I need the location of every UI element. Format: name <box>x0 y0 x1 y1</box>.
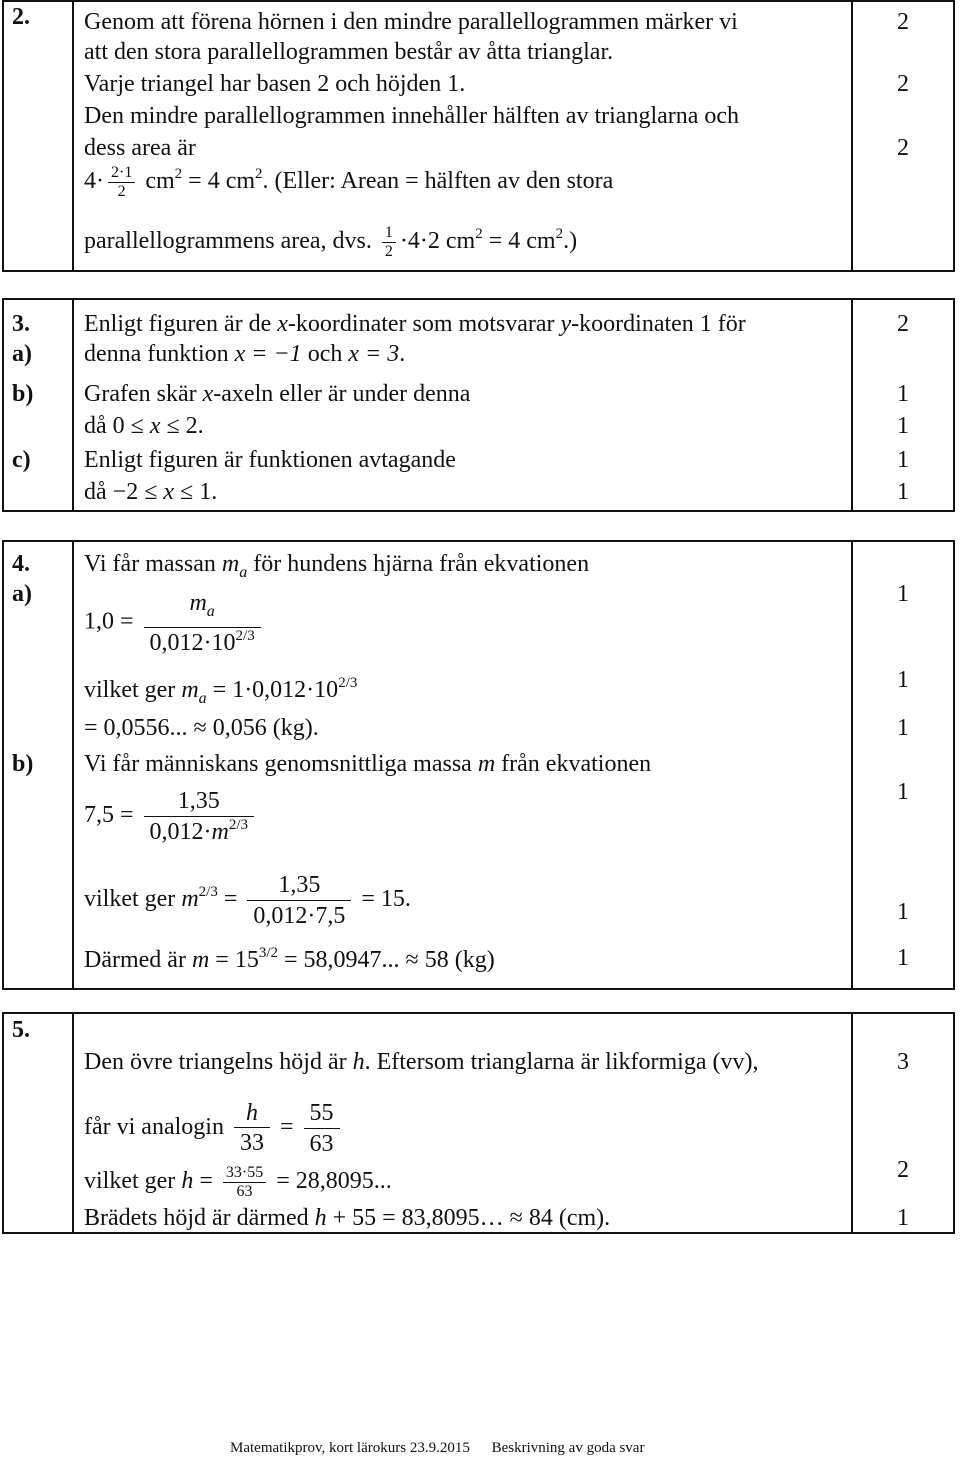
fraction: $\frac{2\cdot 1}{2}$ <box>108 164 135 201</box>
points-column <box>852 299 954 511</box>
answer-text <box>73 299 852 511</box>
points: 2 <box>897 1157 909 1183</box>
page-footer <box>230 1440 662 1457</box>
text-line: Vi får människans genomsnittliga massa m från ekvationen <box>84 751 652 777</box>
equation: 1,0 = $\frac{m_a}{0,012\cdot 10^{2/3}}$ <box>84 588 265 658</box>
points-column <box>852 1013 954 1233</box>
fraction: $\frac{1,35}{0,012\cdot 7,5}$ <box>247 870 351 931</box>
question-5-block <box>2 1012 955 1234</box>
text-line: då 0 ≤ x ≤ 2. <box>84 413 204 439</box>
part-label: c) <box>12 447 31 473</box>
answer-text <box>73 1013 852 1233</box>
question-2-block <box>2 0 955 272</box>
text-line: dess area är <box>84 135 196 161</box>
fraction: $\frac{1}{2}$ <box>382 224 396 261</box>
points: 1 <box>897 413 909 439</box>
answer-text <box>73 1 852 271</box>
equation: vilket ger $m^{2/3}$ = $\frac{1,35}{0,012\cdot 7,5}$ = 15. <box>84 872 411 929</box>
question-number: 4. a) b) <box>3 541 73 989</box>
part-label: a) <box>12 341 32 367</box>
text-line: Den övre triangelns höjd är h. Eftersom trianglarna är likformiga (vv), <box>84 1049 759 1075</box>
text-line: då −2 ≤ x ≤ 1. <box>84 479 218 505</box>
answer-text <box>73 541 852 989</box>
text-line: = 0,0556... ≈ 0,056 (kg). <box>84 715 319 741</box>
points: 1 <box>897 479 909 505</box>
equation: 7,5 = $\frac{1,35}{0,012\cdot m^{2/3}}$ <box>84 786 258 847</box>
points: 2 <box>897 311 909 337</box>
fraction: $\frac{h}{33}$ <box>234 1099 270 1158</box>
points: 1 <box>897 715 909 741</box>
points: 1 <box>897 667 909 693</box>
question-number: 5. <box>3 1013 73 1233</box>
fraction: $\frac{55}{63}$ <box>304 1098 340 1159</box>
fraction: $\frac{33\cdot 55}{63}$ <box>223 1164 266 1201</box>
footer-doc-title: Beskrivning av goda svar <box>491 1440 645 1456</box>
points: 1 <box>897 779 909 805</box>
points: 1 <box>897 581 909 607</box>
part-label: a) <box>12 581 32 607</box>
points: 2 <box>897 9 909 35</box>
text-line: Grafen skär x-axeln eller är under denna <box>84 381 471 407</box>
part-label: b) <box>12 381 34 407</box>
question-4-block <box>2 540 955 990</box>
points: 2 <box>897 135 909 161</box>
points: 2 <box>897 71 909 97</box>
fraction: $\frac{m_a}{0,012\cdot 10^{2/3}}$ <box>144 588 261 658</box>
equation: får vi analogin $\frac{h}{33}$ = $\frac{55}{63}$ <box>84 1098 344 1159</box>
text-line: denna funktion x = −1 och x = 3. <box>84 341 406 367</box>
part-label: b) <box>12 751 34 777</box>
points: 1 <box>897 447 909 473</box>
points: 1 <box>897 381 909 407</box>
formula-area-1: 4· $\frac{2\cdot 1}{2}$ $cm^2 = 4$ $cm^2$. (Eller: Arean = hälften av den stora <box>84 164 614 200</box>
points: 1 <box>897 899 909 925</box>
question-3-block <box>2 298 955 512</box>
points: 1 <box>897 945 909 971</box>
text-line: Den mindre parallellogrammen innehåller hälften av trianglarna och <box>84 103 740 129</box>
points: 3 <box>897 1049 909 1075</box>
fraction: $\frac{1,35}{0,012\cdot m^{2/3}}$ <box>144 786 255 847</box>
footer-course: Matematikprov, kort lärokurs 23.9.2015 <box>230 1440 470 1456</box>
equation: vilket ger h = $\frac{33\cdot 55}{63}$ = 28,8095... <box>84 1164 392 1200</box>
text-line: vilket ger $m_a = 1\cdot 0,012\cdot 10^{2/3}$ <box>84 675 358 707</box>
text-line: Brädets höjd är därmed h + 55 = 83,8095… ≈ 84 (cm). <box>84 1205 611 1231</box>
text-line: Enligt figuren är de x-koordinater som motsvarar y-koordinaten 1 för <box>84 311 746 337</box>
question-number: 2. <box>3 1 73 271</box>
text-line: Varje triangel har basen 2 och höjden 1. <box>84 71 466 97</box>
question-number: 3. a) b) c) <box>3 299 73 511</box>
text-line: att den stora parallellogrammen består av åtta trianglar. <box>84 39 614 65</box>
points-column <box>852 1 954 271</box>
text-line: Vi får massan $m_a$ för hundens hjärna från ekvationen <box>84 551 590 581</box>
text-line: Genom att förena hörnen i den mindre parallellogrammen märker vi <box>84 9 738 35</box>
text-line: Därmed är $m = 15^{3/2} = 58,0947$... ≈ 58 (kg) <box>84 945 495 973</box>
points: 1 <box>897 1205 909 1231</box>
text-line: Enligt figuren är funktionen avtagande <box>84 447 456 473</box>
points-column <box>852 541 954 989</box>
formula-area-2: parallellogrammens area, dvs. $\frac{1}{2}$ ·4·2 $cm^2 = 4$ $cm^2$.) <box>84 224 578 260</box>
